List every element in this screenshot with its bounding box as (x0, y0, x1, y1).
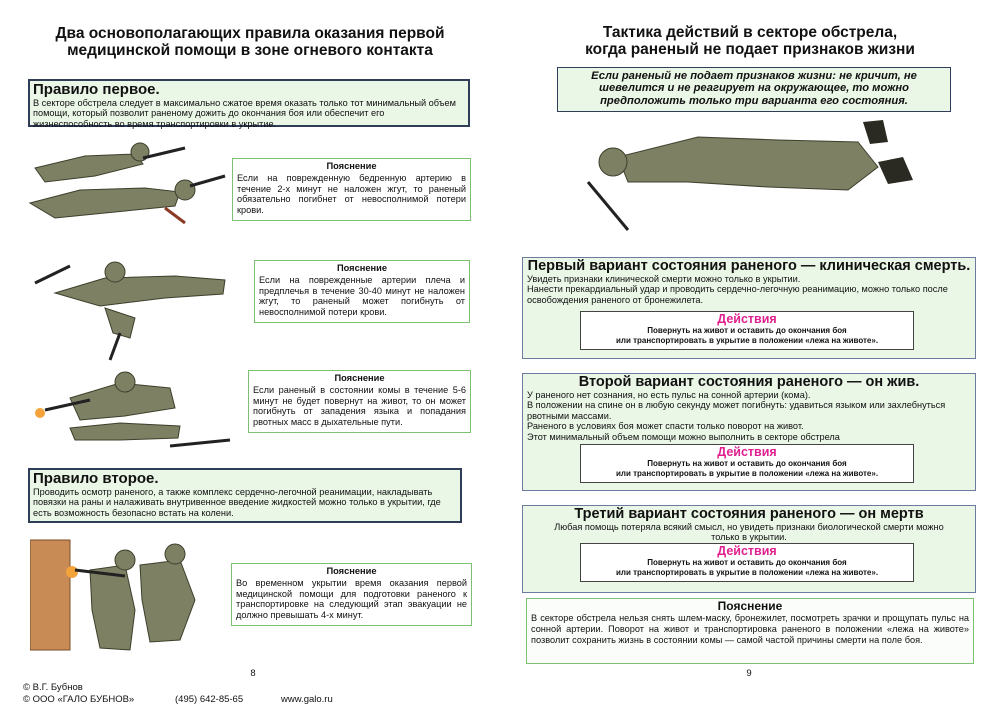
rule1-text: В секторе обстрела следует в максимально сжатое время оказать только тот минимальный объем помощи, который позволит раненому дожить до окончания боя или обеспечит его жизнеспособность во время транспортировки в укрытие. (33, 98, 456, 129)
rule2-box (28, 468, 462, 523)
left-page-title (20, 25, 480, 59)
intro-box: Если раненый не подает признаков жизни: не кричит, не шевелится и не реагирует на окружающее, то можно предположить только три варианта его состояния. (557, 67, 951, 112)
note-heading-1: Пояснение (326, 161, 377, 171)
variant-line-2-1: У раненого нет сознания, но есть пульс на сонной артерии (кома). (527, 390, 811, 400)
action-heading-3: Действия (717, 544, 777, 558)
footer-author: © В.Г. Бубнов (23, 682, 83, 693)
variant-heading-3: Третий вариант состояния раненого — он мертв (574, 506, 924, 522)
soldier-under-fire-icon (30, 368, 240, 453)
rule1-heading: Правило первое. (33, 81, 160, 98)
note-heading-2: Пояснение (336, 263, 388, 273)
action-line-1-1: Повернуть на живот и оставить до окончания боя (647, 326, 847, 335)
page-number-right: 9 (746, 668, 752, 679)
footer-company: © ООО «ГАЛО БУБНОВ» (23, 694, 135, 705)
left-title-line1: Два основополагающих правила оказания первой (55, 25, 445, 42)
soldiers-in-shelter-icon (30, 530, 220, 655)
note-text-3: Если раненый в состоянии комы в течение 5-6 минут не будет повернут на живот, то он может погибнуть от западения языка и попадания рвотных масс в дыхательные пути. (253, 385, 466, 427)
final-note-heading: Пояснение (717, 599, 783, 613)
action-line-2-1: Повернуть на живот и оставить до окончания боя (647, 459, 847, 468)
note-heading-3: Пояснение (334, 373, 385, 383)
note-box-3 (248, 370, 471, 433)
note-text-4: Во временном укрытии время оказания первой медицинской помощи для подготовки раненого к транспортировке на следующий этап эвакуации не должно превышать 4-х минут. (236, 578, 467, 620)
variant-line-2-2: В положении на спине он в любую секунду может погибнуть: удавиться языком или захлебнуться рвотными массами. (527, 400, 946, 421)
rule2-heading: Правило второе. (33, 470, 159, 487)
note-box-4 (231, 563, 472, 626)
right-page-title (525, 24, 975, 58)
right-title-line2: когда раненый не подает признаков жизни (585, 41, 915, 58)
action-heading-2: Действия (717, 445, 777, 459)
note-heading-4: Пояснение (326, 566, 377, 576)
action-line-2-2: или транспортировать в укрытие в положении «лежа на животе». (615, 469, 879, 478)
note-box-2 (254, 260, 470, 323)
variant-line-2-3: Раненого в условиях боя может спасти только поворот на живот. (527, 421, 804, 432)
page-number-left: 8 (250, 668, 256, 679)
variant-line-3-1: Любая помощь потеряла всякий смысл, но увидеть признаки биологической смерти можно только в укрытии. (554, 522, 944, 543)
rule1-box (28, 79, 470, 127)
fallen-soldier-icon (578, 112, 918, 247)
variant-line-2-4: Этот минимальный объем помощи можно выполнить в секторе обстрела (527, 431, 840, 442)
variant-heading-2: Второй вариант состояния раненого — он жив. (578, 374, 920, 390)
action-heading-1: Действия (717, 312, 777, 326)
final-note-text: В секторе обстрела нельзя снять шлем-маску, бронежилет, посмотреть зрачки и прощупать пульс на сонной артерии. Поворот на живот и транспортировка раненого в положении «лежа на животе» позволит сохранить жизнь в состоянии комы — самой частой причины смерти на поле боя. (531, 613, 969, 645)
rule2-text: Проводить осмотр раненого, а также комплекс сердечно-легочной реанимации, накладывать повязки на раны и налаживать внутривенное введение жидкостей можно только в укрытии, где есть возможность безопасно встать на колени. (33, 487, 441, 518)
action-line-1-2: или транспортировать в укрытие в положении «лежа на животе». (615, 336, 879, 345)
footer-phone: (495) 642-85-65 (175, 694, 244, 705)
right-title-line1: Тактика действий в секторе обстрела, (602, 24, 898, 41)
left-title-line2: медицинской помощи в зоне огневого контакта (67, 42, 433, 59)
note-text-1: Если на поврежденную бедренную артерию в течение 2-х минут не наложен жгут, то раненый обязательно погибнет от невосполнимой потери крови. (237, 173, 466, 215)
final-note-box (526, 598, 974, 664)
action-box-3 (580, 543, 914, 582)
variant-heading-1: Первый вариант состояния раненого — клиническая смерть. (527, 258, 971, 274)
variant-line-1-2: Нанести прекардиальный удар и проводить сердечно-легочную реанимацию, можно только после освобождения раненого от бронежилета. (527, 284, 948, 305)
variant-line-1-1: Увидеть признаки клинической смерти можно только в укрытии. (527, 274, 801, 284)
note-text-2: Если на поврежденные артерии плеча и предплечья в течение 30-40 минут не наложен жгут, то раненый может погибнуть от невосполнимой потери крови. (259, 275, 465, 317)
soldiers-crawling-icon (25, 128, 230, 233)
note-box-1 (232, 158, 471, 221)
footer-website: www.galo.ru (281, 694, 333, 705)
soldier-pulling-wounded-icon (25, 238, 250, 363)
action-box-2 (580, 444, 914, 483)
action-box-1 (580, 311, 914, 350)
action-line-3-2: или транспортировать в укрытие в положении «лежа на животе». (615, 568, 879, 577)
action-line-3-1: Повернуть на живот и оставить до окончания боя (647, 558, 847, 567)
